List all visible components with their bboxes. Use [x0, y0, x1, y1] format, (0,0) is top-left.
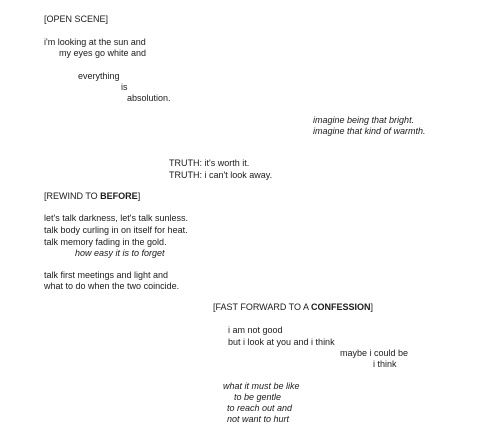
- open-scene-heading: [OPEN SCENE]: [44, 14, 109, 24]
- stanza1-line2: my eyes go white and: [59, 48, 147, 58]
- rewind-prefix: [REWIND TO: [44, 191, 101, 201]
- stanza1-line1: i'm looking at the sun and: [44, 37, 146, 47]
- rewind-heading: [44, 191, 140, 202]
- confession-line3: maybe i could be: [340, 348, 409, 358]
- aside1-line1: imagine being that bright.: [313, 115, 415, 125]
- rewind-bold: BEFORE: [100, 191, 138, 201]
- fast-forward-bold: CONFESSION: [311, 302, 371, 312]
- stanza1-line4: is: [121, 82, 128, 92]
- closing-line2: to be gentle: [234, 392, 282, 402]
- confession-line1: i am not good: [228, 325, 283, 335]
- stanza1-line5: absolution.: [127, 93, 171, 103]
- stanza3-line2: what to do when the two coincide.: [44, 281, 180, 291]
- closing-line1: what it must be like: [223, 381, 300, 391]
- stanza2-line1: let's talk darkness, let's talk sunless.: [44, 213, 188, 223]
- confession-line2: but i look at you and i think: [228, 337, 335, 347]
- stanza2-line3: talk memory fading in the gold.: [44, 237, 167, 247]
- closing-line4: not want to hurt: [227, 414, 290, 424]
- stanza2-line2: talk body curling in on itself for heat.: [44, 225, 188, 235]
- truth-line2: TRUTH: i can't look away.: [169, 170, 273, 180]
- fast-forward-suffix: ]: [370, 302, 374, 312]
- rewind-suffix: ]: [137, 191, 141, 201]
- confession-line4: i think: [373, 359, 397, 369]
- stanza2-line4: how easy it is to forget: [75, 248, 165, 258]
- fast-forward-prefix: [FAST FORWARD TO A: [213, 302, 312, 312]
- fast-forward-heading: [213, 302, 373, 313]
- closing-line3: to reach out and: [227, 403, 293, 413]
- truth-line1: TRUTH: it's worth it.: [169, 158, 250, 168]
- stanza3-line1: talk first meetings and light and: [44, 270, 169, 280]
- stanza1-line3: everything: [78, 71, 120, 81]
- aside1-line2: imagine that kind of warmth.: [313, 126, 426, 136]
